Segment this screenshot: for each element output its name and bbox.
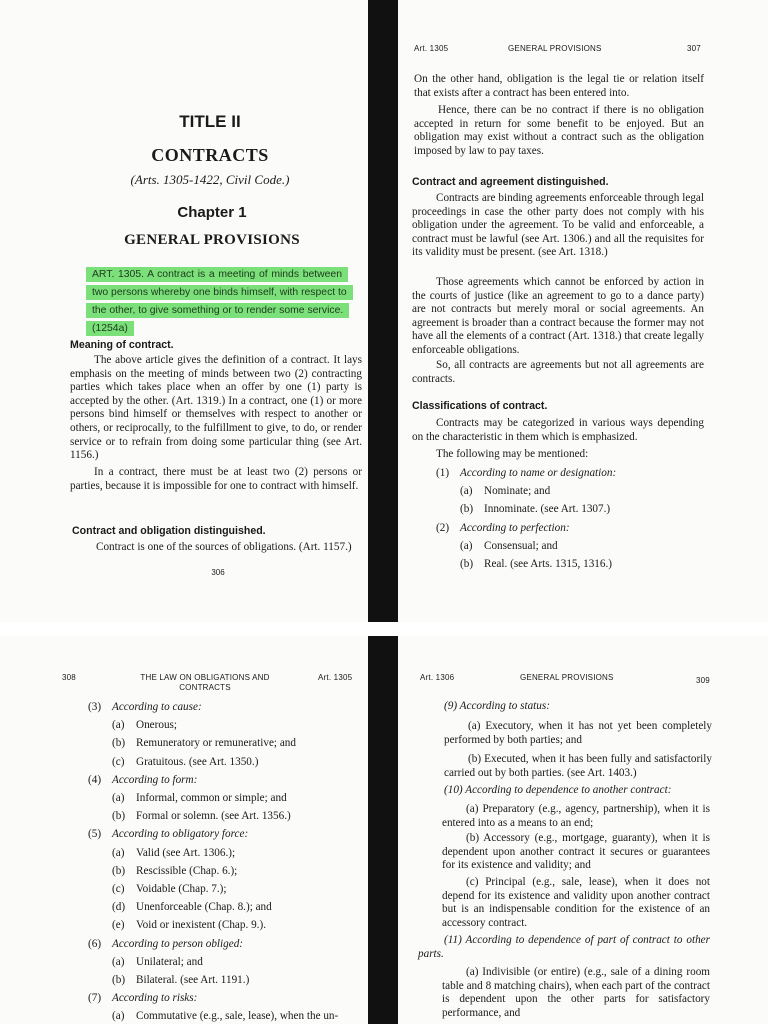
item-text: According to name or designation: xyxy=(460,467,617,479)
class-10c-principal: (c) Principal (e.g., sale, lease), when it does not depend for its existence and validity upon another contract but is an indispensable condition for the existence of an accessory contract. xyxy=(442,876,710,929)
item-number: (a) xyxy=(460,485,473,498)
paragraph-meaning: The above article gives the definition of a contract. It lays emphasis on the meeting of minds between two (2) contracting parties which takes place when an offer by one (1) party is accepted by the other. (Art. 1319.) In a contract, one (1) or more persons bind himself or themselves with respect to another or others, or reciprocally, to the fulfillment to give, to do, or render service or to refrain from doing some particular thing (see Art. 1156.) xyxy=(70,354,362,462)
item-number: (7) xyxy=(88,992,102,1005)
item-number: (a) xyxy=(112,792,125,804)
class-9b-executed: (b) Executed, when it has been fully and satisfactorily carried out by both parties. (see Art. 1403.) xyxy=(444,753,712,779)
classification-heading xyxy=(88,773,197,787)
classification-item xyxy=(112,809,291,823)
item-text: Real. (see Arts. 1315, 1316.) xyxy=(484,558,613,570)
paragraph-categorized: Contracts may be categorized in various ways depending on the characteristic in them which is emphasized. xyxy=(412,417,704,443)
item-number: (a) xyxy=(112,846,125,859)
item-number: (d) xyxy=(112,901,126,914)
item-number: (e) xyxy=(112,919,125,932)
item-number: (c) xyxy=(112,883,125,895)
item-number: (b) xyxy=(112,864,126,877)
article-1305 xyxy=(86,264,348,336)
running-head-article: Art. 1306 xyxy=(420,673,455,682)
class-9-status: (9) According to status: xyxy=(444,700,550,712)
item-text: Rescissible (Chap. 6.); xyxy=(136,864,238,877)
item-number: (c) xyxy=(112,755,125,768)
item-text: Unenforceable (Chap. 8.); and xyxy=(136,901,272,914)
item-text: Gratuitous. (see Art. 1350.) xyxy=(136,755,259,768)
item-text: Void or inexistent (Chap. 9.). xyxy=(136,919,266,932)
page-308 xyxy=(0,636,368,1024)
item-text: Voidable (Chap. 7.); xyxy=(136,883,227,895)
item-text: According to perfection: xyxy=(460,521,570,534)
item-text: Bilateral. (see Art. 1191.) xyxy=(136,974,250,986)
item-text: Nominate; and xyxy=(484,485,551,498)
item-number: (b) xyxy=(460,503,474,516)
item-number: (6) xyxy=(88,937,102,950)
heading-contract-obligation: Contract and obligation distinguished. xyxy=(72,525,266,537)
heading-meaning-of-contract: Meaning of contract. xyxy=(70,339,174,351)
item-text: Valid (see Art. 1306.); xyxy=(136,846,236,859)
item-number: (2) xyxy=(436,521,450,534)
classification-item xyxy=(460,502,610,516)
paragraph-two-parties: In a contract, there must be at least two (2) persons or parties, because it is impossible for one to contract with himself. xyxy=(70,466,362,492)
item-number: (1) xyxy=(436,467,450,479)
classification-item xyxy=(112,973,249,987)
item-text: According to person obliged: xyxy=(112,937,244,950)
classification-item xyxy=(112,1009,338,1023)
item-number: (a) xyxy=(112,719,125,732)
running-head-title: GENERAL PROVISIONS xyxy=(508,44,602,53)
item-text: Consensual; and xyxy=(484,539,558,552)
classification-item xyxy=(460,484,550,498)
heading-contract-agreement: Contract and agreement distinguished. xyxy=(412,176,609,188)
classification-item xyxy=(112,955,203,969)
item-number: (a) xyxy=(112,1010,125,1023)
running-head-title: GENERAL PROVISIONS xyxy=(520,673,614,682)
class-9a-executory: (a) Executory, when it has not yet been completely performed by both parties; and xyxy=(444,720,712,746)
running-head-page: 307 xyxy=(687,44,701,53)
item-text: Formal or solemn. (see Art. 1356.) xyxy=(136,810,291,823)
paragraph-sources: Contract is one of the sources of obligations. (Art. 1157.) xyxy=(96,541,352,553)
paragraph-all-contracts: So, all contracts are agreements but not all agreements are contracts. xyxy=(412,359,704,385)
paragraph-binding-agreements: Contracts are binding agreements enforceable through legal proceedings in case the other party does not comply with his obligation under the agreement. To be valid and enforceable, a contract must be lawful (see Art. 1306.) and all the requisites for its validity must be present. (see Art. 1318.) xyxy=(412,192,704,259)
running-head-article: Art. 1305 xyxy=(318,673,353,682)
classification-heading xyxy=(88,937,243,951)
articles-range: (Arts. 1305-1422, Civil Code.) xyxy=(130,172,290,187)
item-text: Commutative (e.g., sale, lease), when the un- xyxy=(136,1010,339,1023)
paragraph-obligation-tie: On the other hand, obligation is the legal tie or relation itself that exists after a contract has been entered into. xyxy=(414,73,704,99)
classification-item xyxy=(112,791,287,805)
classification-item xyxy=(112,755,258,769)
classification-item xyxy=(112,918,266,932)
running-head-article: Art. 1305 xyxy=(414,44,449,53)
item-number: (4) xyxy=(88,773,102,786)
class-10-dependence: (10) According to dependence to another contract: xyxy=(444,784,672,796)
item-number: (b) xyxy=(112,974,126,986)
book-spine-top xyxy=(368,0,398,622)
classification-heading xyxy=(88,991,197,1005)
running-head-title: THE LAW ON OBLIGATIONS AND CONTRACTS xyxy=(140,673,270,692)
item-text: Onerous; xyxy=(136,719,178,732)
page-309 xyxy=(398,636,768,1024)
title-heading: TITLE II xyxy=(179,112,241,131)
classification-item xyxy=(112,882,227,896)
running-head-page: 308 xyxy=(62,673,76,682)
classification-item xyxy=(460,539,558,553)
item-number: (5) xyxy=(88,828,102,841)
book-spine-bottom xyxy=(368,636,398,1024)
heading-classifications: Classifications of contract. xyxy=(412,400,548,412)
item-number: (a) xyxy=(112,955,125,968)
item-text: Remuneratory or remunerative; and xyxy=(136,737,296,750)
classification-item xyxy=(112,736,296,750)
item-text: According to cause: xyxy=(112,701,202,713)
class-10b-accessory: (b) Accessory (e.g., mortgage, guaranty), when it is dependent upon another contract it secures or guarantees for its existence and validity; and xyxy=(442,832,710,872)
page-number: 306 xyxy=(211,568,225,577)
classification-item xyxy=(112,846,235,860)
item-number: (3) xyxy=(88,701,102,713)
classification-heading xyxy=(88,827,248,841)
chapter-heading: Chapter 1 xyxy=(177,204,247,221)
subtitle-heading: CONTRACTS xyxy=(151,145,269,165)
chapter-title: GENERAL PROVISIONS xyxy=(124,232,300,248)
classification-heading xyxy=(88,700,202,714)
class-11a-indivisible: (a) Indivisible (or entire) (e.g., sale of a dining room table and 8 matching chairs), when each part of the contract is dependent upon the other parts for satisfactory performance, and xyxy=(442,966,710,1019)
item-text: According to form: xyxy=(112,773,198,786)
class-11-parts: (11) According to dependence of part of contract to other parts. xyxy=(418,934,710,960)
paragraph-no-contract: Hence, there can be no contract if there is no obligation accepted in return for some benefit to be enjoyed. But an obligation may exist without a contract such as the obligation imposed by law to pay taxes. xyxy=(414,104,704,157)
item-text: Unilateral; and xyxy=(136,955,203,968)
item-number: (b) xyxy=(460,558,474,570)
item-text: According to risks: xyxy=(112,992,198,1005)
item-text: According to obligatory force: xyxy=(112,828,249,841)
item-number: (b) xyxy=(112,810,126,823)
class-10a-preparatory: (a) Preparatory (e.g., agency, partnership), when it is entered into as a means to an end; xyxy=(442,803,710,829)
paragraph-moral-agreements: Those agreements which cannot be enforced by action in the courts of justice (like an agreement to go to a dance party) are not contracts but merely moral or social agreements. An agreement is broader than a contract because the former may not have all the elements of a contract (Art. 1318.) that create legally enforceable obligations. xyxy=(412,276,704,356)
classification-heading xyxy=(436,466,616,480)
running-head-page: 309 xyxy=(696,676,710,685)
classification-heading xyxy=(436,521,570,535)
item-text: Informal, common or simple; and xyxy=(136,792,287,804)
classification-item xyxy=(112,864,237,878)
item-number: (a) xyxy=(460,539,473,552)
item-text: Innominate. (see Art. 1307.) xyxy=(484,503,611,516)
page-306 xyxy=(0,0,368,622)
classification-item xyxy=(460,557,612,571)
highlighted-article-text: ART. 1305. A contract is a meeting of minds between two persons whereby one binds himself, with respect to the other, to give something or to render some service. (1254a) xyxy=(86,267,353,336)
page-307 xyxy=(398,0,768,622)
item-number: (b) xyxy=(112,737,126,750)
classification-item xyxy=(112,718,177,732)
paragraph-following: The following may be mentioned: xyxy=(436,448,589,460)
classification-item xyxy=(112,900,272,914)
